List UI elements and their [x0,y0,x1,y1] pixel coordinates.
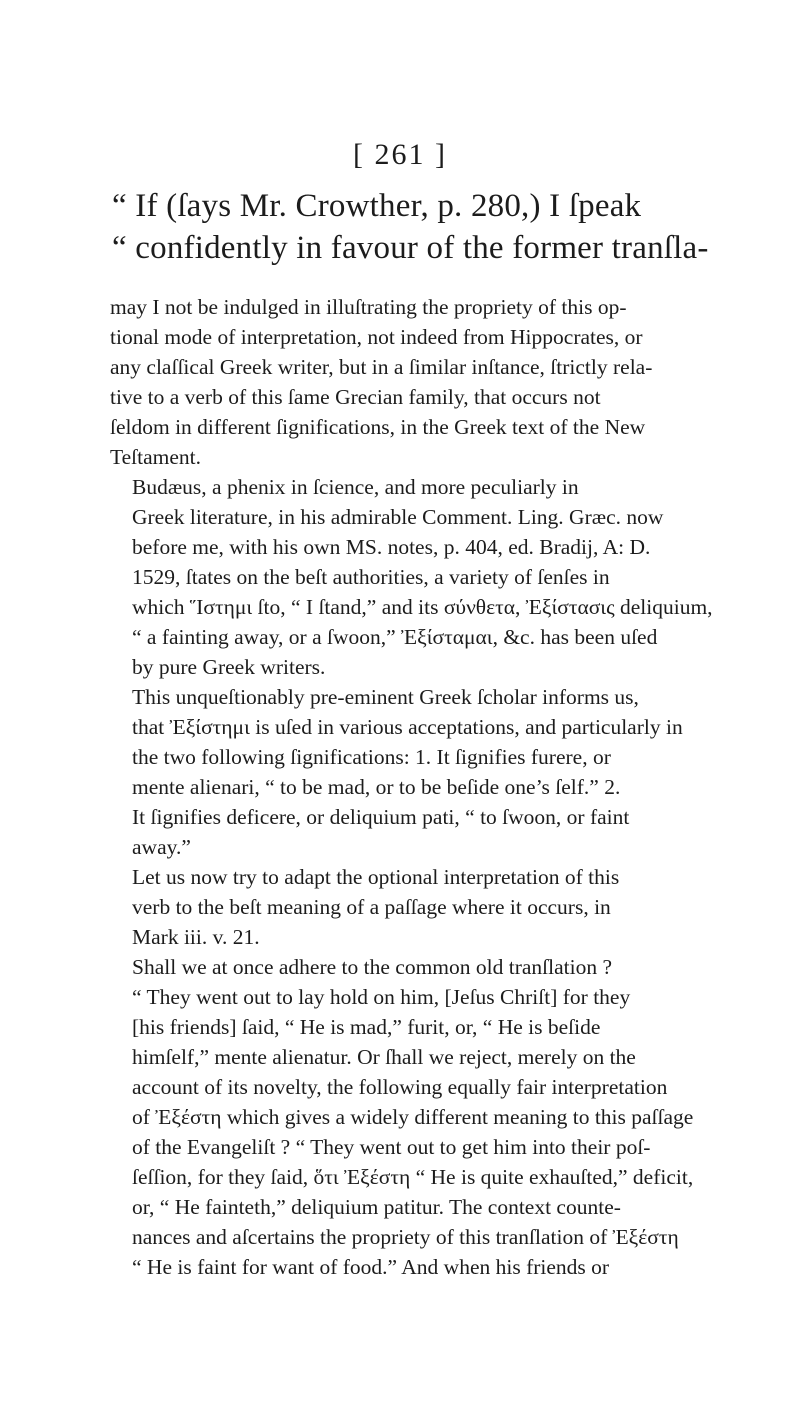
paragraph-3 [110,682,708,862]
text-line: ſeſſion, for they ſaid, ὅτι Ἐξέστη “ He is quite exhauſted,” deficit, [132,1165,694,1189]
text-line: may I not be indulged in illuſtrating the propriety of this op- [110,295,627,319]
paragraph-4 [110,862,708,952]
text-line: of the Evangeliſt ? “ They went out to get him into their poſ- [132,1135,651,1159]
text-line: himſelf,” mente alienatur. Or ſhall we reject, merely on the [132,1045,636,1069]
header-quote-line-1: “ If (ſays Mr. Crowther, p. 280,) I ſpeak [112,188,642,224]
text-line: Mark iii. v. 21. [132,925,260,949]
page-number: [ 261 ] [353,138,447,171]
paragraph-5 [110,952,708,1282]
text-line: mente alienari, “ to be mad, or to be beſide one’s ſelf.” 2. [132,775,621,799]
header-quote-line-2: “ confidently in favour of the former tranſla- [112,230,709,266]
text-line: Greek literature, in his admirable Comment. Ling. Græc. now [132,505,664,529]
text-line: which Ἵστημι ſto, “ I ſtand,” and its σύνθετα, Ἐξίστασις deliquium, [132,595,713,619]
text-line: nances and aſcertains the propriety of this tranſlation of Ἐξέστη [132,1225,679,1249]
text-line: Let us now try to adapt the optional interpretation of this [132,865,620,889]
text-line: ſeldom in different ſignifications, in the Greek text of the New [110,415,646,439]
text-line: tional mode of interpretation, not indeed from Hippocrates, or [110,325,643,349]
text-line: of Ἐξέστη which gives a widely different meaning to this paſſage [132,1105,694,1129]
text-line: “ a fainting away, or a ſwoon,” Ἐξίσταμαι, &c. has been uſed [132,625,658,649]
text-line: This unqueſtionably pre-eminent Greek ſcholar informs us, [132,685,639,709]
text-line: that Ἐξίστημι is uſed in various acceptations, and particularly in [132,715,683,739]
text-line: away.” [132,835,191,859]
text-line: [his friends] ſaid, “ He is mad,” furit, or, “ He is beſide [132,1015,601,1039]
text-line: any claſſical Greek writer, but in a ſimilar inſtance, ſtrictly rela- [110,355,653,379]
text-line: Shall we at once adhere to the common old tranſlation ? [132,955,613,979]
text-line: account of its novelty, the following equally fair interpretation [132,1075,668,1099]
text-line: “ They went out to lay hold on him, [Jeſus Chriſt] for they [132,985,631,1009]
text-line: tive to a verb of this ſame Grecian family, that occurs not [110,385,601,409]
text-line: Teſtament. [110,445,202,469]
paragraph-1 [110,292,708,472]
text-line: Budæus, a phenix in ſcience, and more peculiarly in [132,475,579,499]
text-line: by pure Greek writers. [132,655,326,679]
text-line: or, “ He fainteth,” deliquium patitur. The context counte- [132,1195,621,1219]
text-line: the two following ſignifications: 1. It ſignifies furere, or [132,745,611,769]
text-line: before me, with his own MS. notes, p. 404, ed. Bradij, A: D. [132,535,651,559]
text-line: verb to the beſt meaning of a paſſage where it occurs, in [132,895,611,919]
text-line: “ He is faint for want of food.” And when his friends or [132,1255,610,1279]
body-text [110,292,713,1282]
paragraph-2 [110,472,713,682]
text-line: 1529, ſtates on the beſt authorities, a variety of ſenſes in [132,565,610,589]
text-line: It ſignifies deficere, or deliquium pati, “ to ſwoon, or faint [132,805,630,829]
